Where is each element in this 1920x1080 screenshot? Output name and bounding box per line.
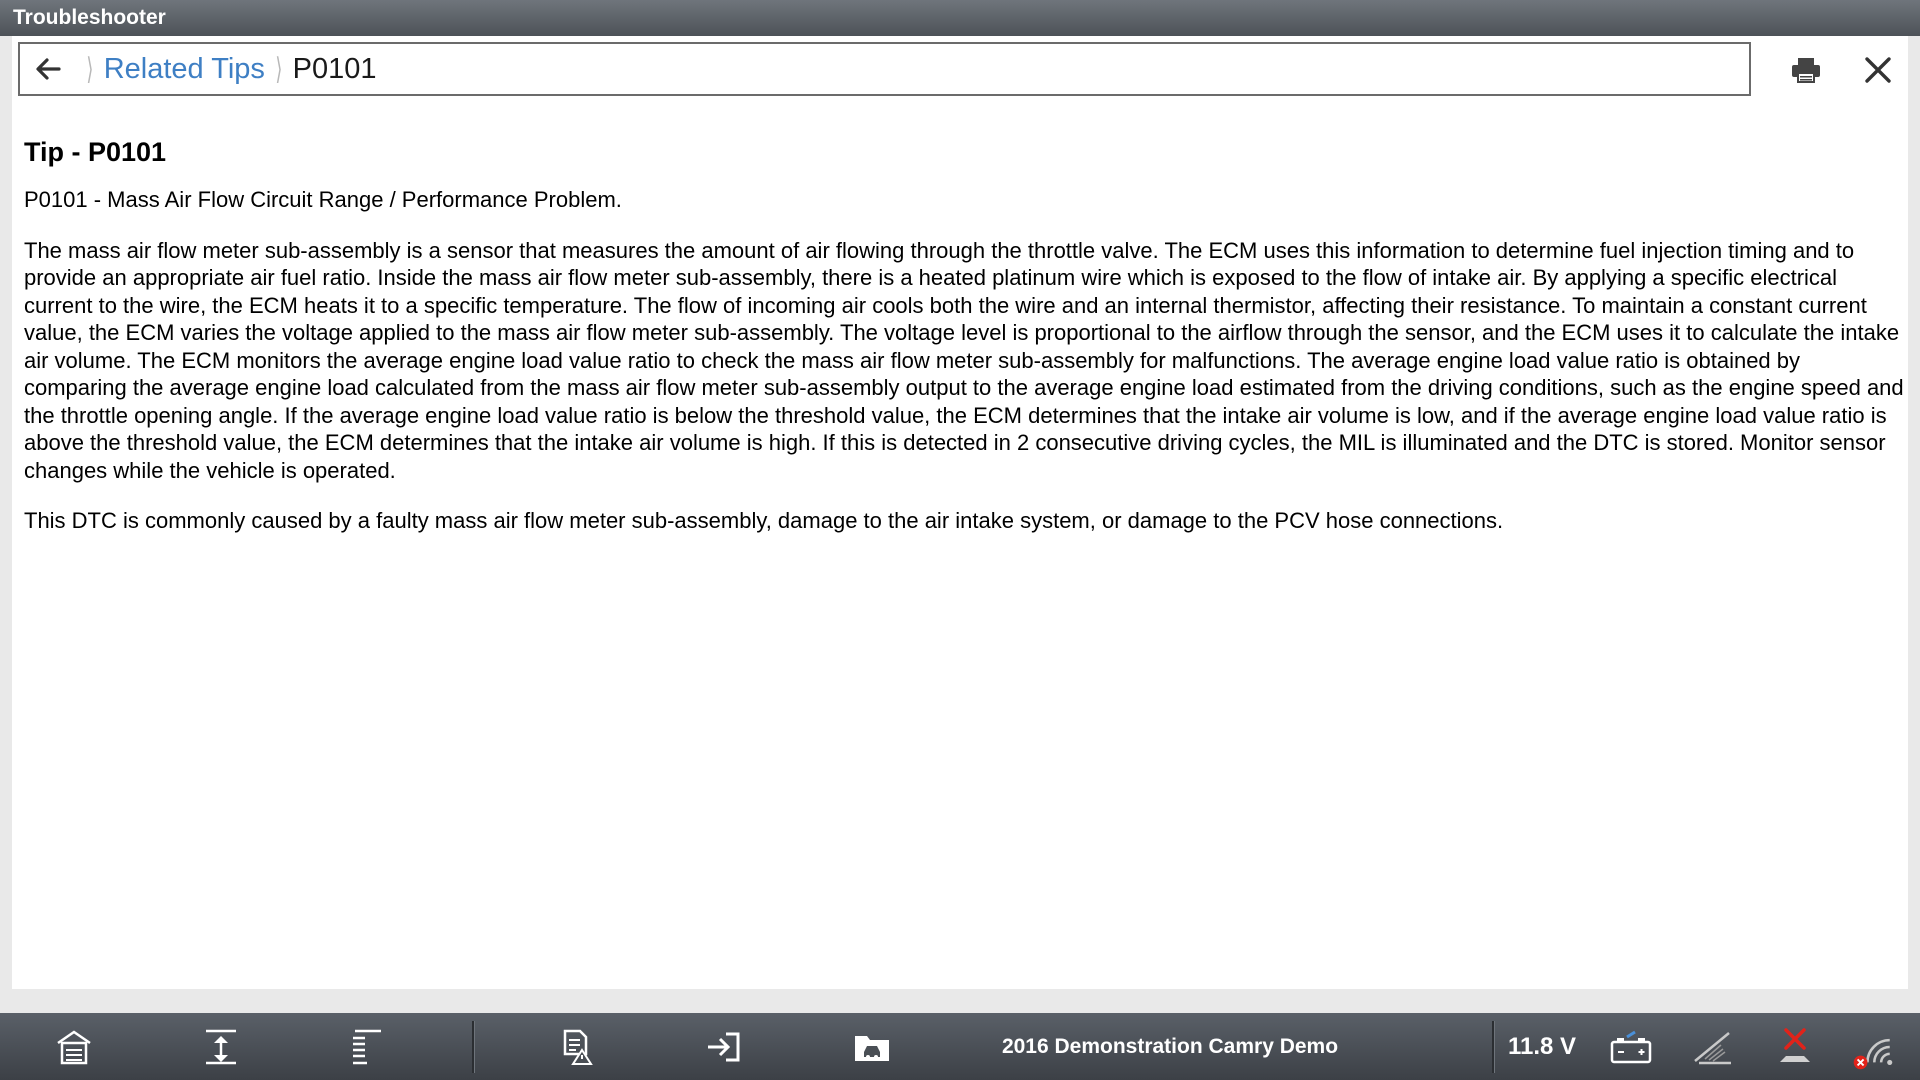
close-icon — [1864, 56, 1892, 84]
arrow-left-icon — [35, 57, 61, 81]
close-button[interactable] — [1858, 50, 1898, 90]
battery-icon — [1609, 1029, 1653, 1065]
wifi-icon — [1852, 1021, 1900, 1073]
battery-voltage: 11.8 V — [1508, 1033, 1577, 1060]
scroll-top-icon — [202, 1028, 240, 1066]
brightness-icon — [1691, 1027, 1735, 1067]
wifi-status[interactable] — [1852, 1023, 1900, 1071]
toolbar-divider — [1492, 1021, 1494, 1073]
breadcrumb — [18, 42, 1751, 96]
home-icon — [54, 1028, 94, 1066]
content-panel — [12, 36, 1908, 989]
tip-summary: P0101 - Mass Air Flow Circuit Range / Performance Problem. — [24, 187, 622, 212]
exit-icon — [704, 1030, 744, 1064]
breadcrumb-current: P0101 — [292, 52, 377, 85]
report-button[interactable] — [553, 1023, 601, 1071]
scroll-bottom-icon — [347, 1028, 385, 1066]
print-button[interactable] — [1786, 50, 1826, 90]
scroll-bottom-button[interactable] — [342, 1023, 390, 1071]
vehicle-folder-icon — [852, 1030, 892, 1064]
toolbar-divider — [472, 1021, 474, 1073]
tip-description: The mass air flow meter sub-assembly is a sensor that measures the amount of air flowing through the throttle valve. The ECM uses this information to determine fuel injection timing and to provide an appropriate air fuel ratio. Inside the mass air flow meter sub-assembly, there is a heated platinum wire which is exposed to the flow of intake air. By applying a specific electrical current to the wire, the ECM heats it to a specific temperature. The flow of incoming air cools both the wire and an internal thermistor, affecting their resistance. To maintain a constant current value, the ECM varies the voltage applied to the mass air flow meter sub-assembly. The voltage level is proportional to the airflow through the sensor, and the ECM uses it to calculate the intake air volume. The ECM monitors the average engine load value ratio to check the mass air flow meter sub-assembly for malfunctions. The average engine load value ratio is obtained by comparing the average engine load calculated from the mass air flow meter sub-assembly output to the average engine load estimated from the driving conditions, such as the engine speed and the throttle opening angle. If the average engine load value ratio is below the threshold value, the ECM determines that the intake air volume is low, and if the average engine load value ratio is above the threshold value, the ECM determines that the intake air volume is high. If this is detected in 2 consecutive driving cycles, the MIL is illuminated and the DTC is stored. Monitor sensor changes while the vehicle is operated. — [24, 237, 1904, 483]
bottom-toolbar — [0, 1013, 1920, 1080]
exit-button[interactable] — [700, 1023, 748, 1071]
back-button[interactable] — [20, 44, 76, 94]
tip-heading: Tip - P0101 — [24, 137, 167, 167]
tip-article — [24, 136, 1904, 558]
disconnect-status[interactable] — [1772, 1023, 1820, 1071]
vehicle-name: 2016 Demonstration Camry Demo — [1001, 1035, 1339, 1058]
report-icon — [558, 1028, 596, 1066]
window-title: Troubleshooter — [0, 0, 1920, 36]
scroll-top-button[interactable] — [197, 1023, 245, 1071]
battery-status[interactable] — [1607, 1023, 1655, 1071]
disconnect-icon — [1774, 1026, 1818, 1068]
breadcrumb-related-tips[interactable]: Related Tips — [103, 52, 265, 85]
brightness-button[interactable] — [1689, 1023, 1737, 1071]
breadcrumb-separator: ⟩ — [86, 52, 94, 86]
printer-icon — [1790, 56, 1822, 84]
home-button[interactable] — [50, 1023, 98, 1071]
breadcrumb-separator: ⟩ — [275, 52, 283, 86]
vehicle-button[interactable] — [848, 1023, 896, 1071]
tip-causes: This DTC is commonly caused by a faulty mass air flow meter sub-assembly, damage to the air intake system, or damage to the PCV hose connections. — [24, 508, 1504, 533]
